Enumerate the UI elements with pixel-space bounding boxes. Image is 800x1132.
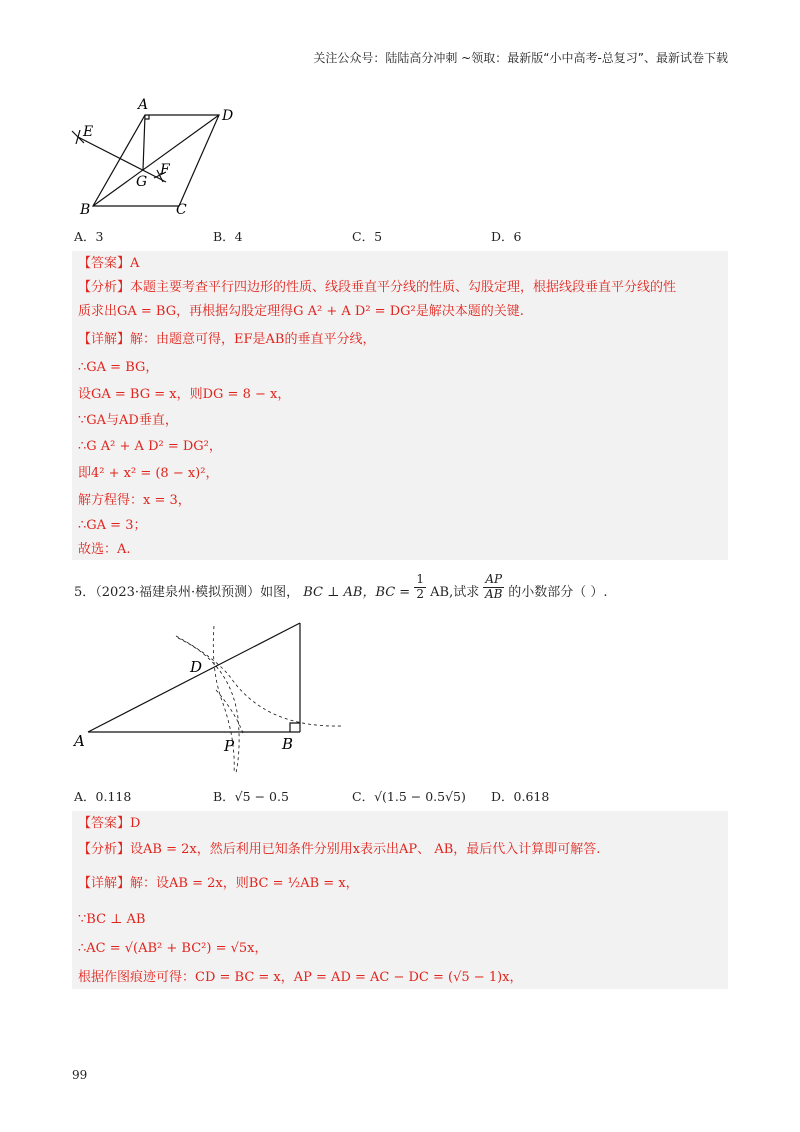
q4-step-7: 解方程得：x = 3， <box>78 493 191 508</box>
page-number: 99 <box>72 1068 88 1082</box>
q4-detail-line <box>78 333 375 346</box>
q5-solution-box <box>72 811 728 989</box>
q4-step-2: ∴GA = BG， <box>78 360 159 375</box>
q4-option-d: D．6 <box>491 229 522 244</box>
frac-num: 1 <box>416 572 424 586</box>
label-G: G <box>136 174 148 190</box>
detail-step-1: 解：设AB = 2x，则BC = ½AB = x， <box>130 876 359 891</box>
label-D: D <box>222 108 234 124</box>
label-A: A <box>74 732 85 750</box>
q5-option-c: C．√(1.5 − 0.5√5) <box>352 789 466 804</box>
q5-answer: 【答案】D <box>78 816 141 831</box>
label-B: B <box>80 202 91 218</box>
q5-step-4: 根据作图痕迹可得：CD = BC = x，AP = AD = AC − DC = (√5 − 1)x， <box>78 970 523 985</box>
triangle-figure <box>66 618 356 776</box>
label-E: E <box>83 124 94 140</box>
analysis-text: 设AB = 2x，然后利用已知条件分别用x表示出AP、 AB，最后代入计算即可解答. <box>130 842 601 857</box>
label-F: F <box>160 162 170 178</box>
label-A: A <box>138 97 149 113</box>
q5-stem <box>74 573 608 613</box>
q5-step-2: ∵BC ⊥ AB <box>78 912 146 927</box>
q5-ratio <box>483 573 504 602</box>
ratio-num: AP <box>485 572 503 586</box>
frac-den: 2 <box>416 586 424 601</box>
q4-step-4: ∵GA与AD垂直， <box>78 413 178 428</box>
label-P: P <box>224 737 235 755</box>
label-D: D <box>190 658 203 676</box>
q4-analysis-line-2: 质求出GA = BG，再根据勾股定理得G A² + A D² = DG²是解决本题的关键. <box>78 304 524 319</box>
detail-tag: 【详解】 <box>78 332 131 347</box>
q4-solution-box <box>72 251 728 560</box>
ratio-den: AB <box>484 586 503 601</box>
analysis-tag: 【分析】 <box>78 842 131 857</box>
q4-option-c: C．5 <box>352 229 383 244</box>
detail-tag: 【详解】 <box>78 876 131 891</box>
q4-step-3: 设GA = BG = x，则DG = 8 − x， <box>78 387 291 402</box>
q5-stem-condition: BC ⊥ AB，BC = <box>303 585 415 600</box>
analysis-tag: 【分析】 <box>78 280 131 295</box>
analysis-text-1: 本题主要考查平行四边形的性质、线段垂直平分线的性质、勾股定理，根据线段垂直平分线的性 <box>130 280 677 295</box>
q4-step-8: ∴GA = 3； <box>78 518 147 533</box>
q5-step-3: ∴AC = √(AB² + BC²) = √5x， <box>78 941 268 956</box>
q4-analysis-line-1 <box>78 281 676 294</box>
q4-option-b: B．4 <box>213 229 243 244</box>
q4-step-9: 故选：A. <box>78 542 131 557</box>
q5-detail-line <box>78 877 359 890</box>
q5-option-d: D．0.618 <box>491 789 550 804</box>
q5-option-a: A．0.118 <box>74 789 132 804</box>
q5-stem-source: 5．（2023·福建泉州·模拟预测）如图， <box>74 585 300 600</box>
label-B: B <box>282 735 294 753</box>
q5-analysis-line <box>78 843 600 856</box>
q4-option-a: A．3 <box>74 229 104 244</box>
parallelogram-figure <box>66 92 256 218</box>
q5-frac-half <box>414 573 426 602</box>
page-header: 关注公众号：陆陆高分冲刺 ~领取：最新版“小中高考-总复习”、最新试卷下载 <box>313 51 728 65</box>
label-C: C <box>176 202 187 218</box>
q4-answer: 【答案】A <box>78 256 140 271</box>
detail-step-1: 解：由题意可得，EF是AB的垂直平分线， <box>130 332 376 347</box>
q5-option-b: B．√5 − 0.5 <box>213 789 289 804</box>
q4-step-6: 即4² + x² = (8 − x)²， <box>78 466 219 481</box>
q5-stem-ask: AB,试求 <box>430 585 480 600</box>
q4-step-5: ∴G A² + A D² = DG²， <box>78 439 222 454</box>
q5-stem-tail: 的小数部分（ ）. <box>508 585 608 600</box>
